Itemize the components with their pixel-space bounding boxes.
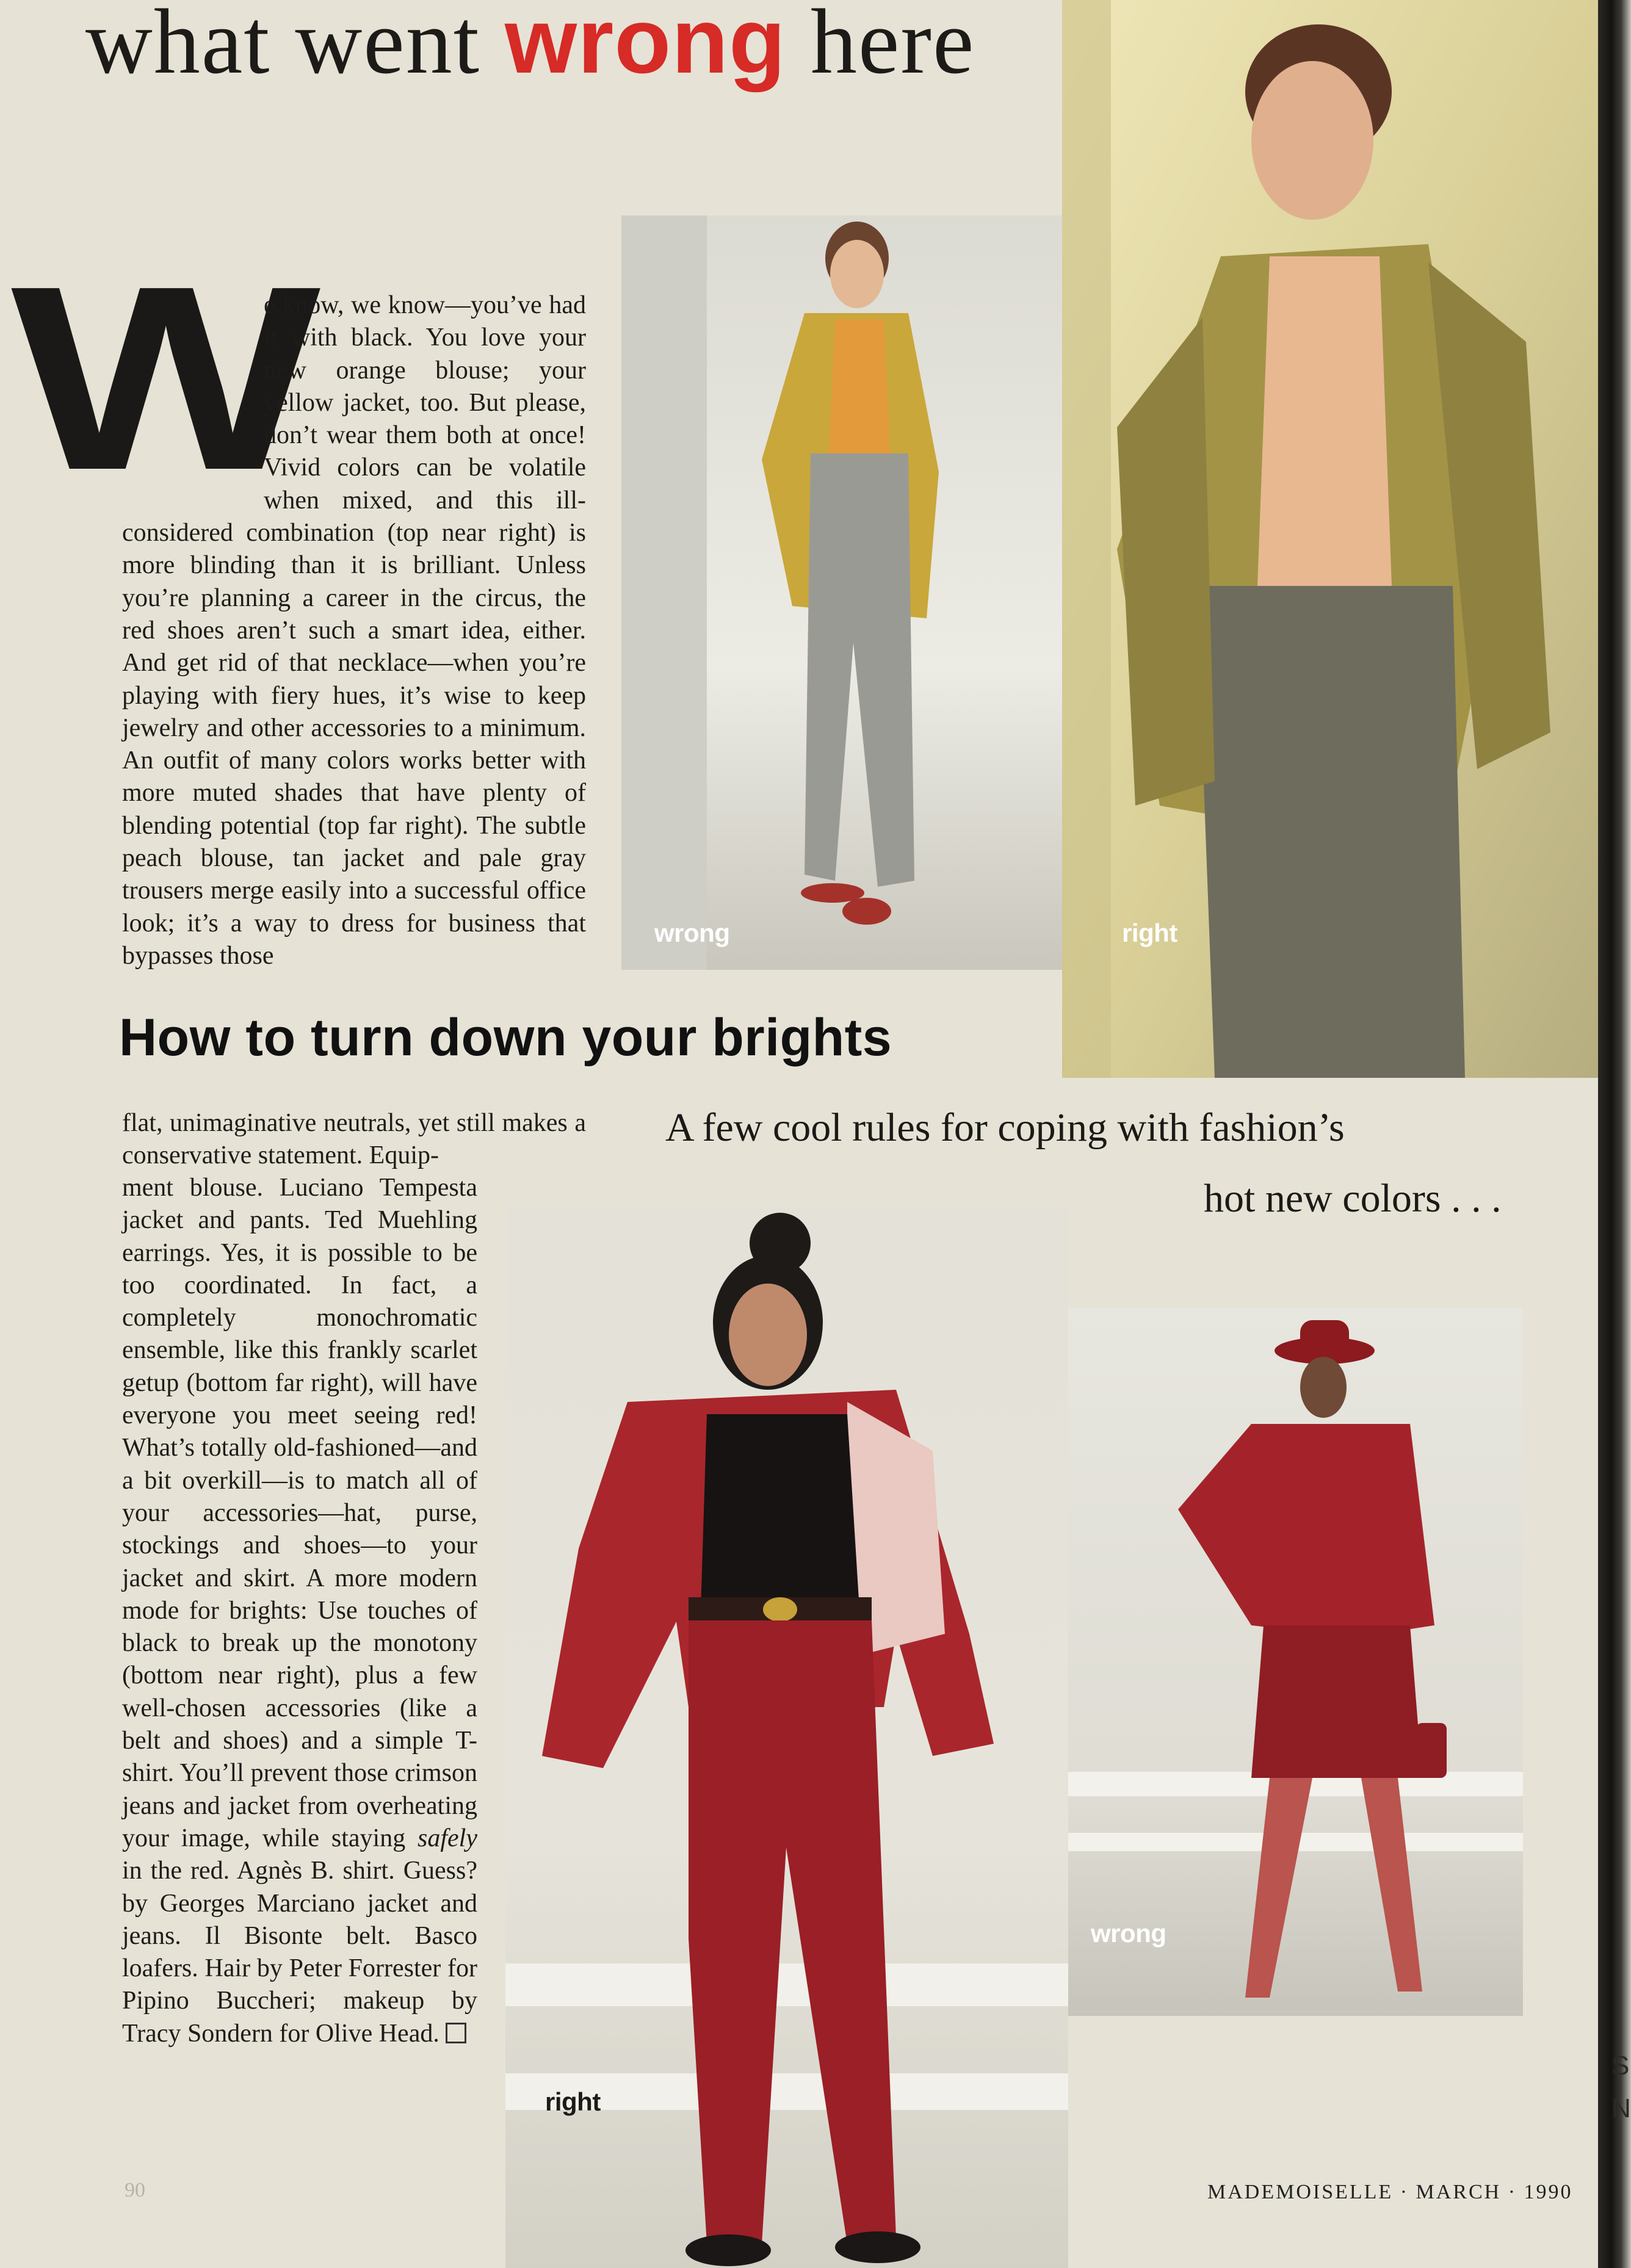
column2-text-a: ment blouse. Luciano Tempesta jacket and pants. Ted Muehling earrings. Yes, it is possible to be too coordinated. In fact, a completely monochromatic ensemble, like this frankly scarlet getup (bottom far right), will have everyone you meet seeing red! What’s totally old-fashioned—and a bit overkill—is to match all of your accessories—hat, purse, stockings and shoes—to your jacket and skirt. A more modern mode for brights: Use touches of black to break up the monotony (bottom near right), plus a few well-chosen accessories (like a belt and shoes) and a simple T-shirt. You’ll prevent those crimson jeans and jacket from overheating your image, while staying [122, 1174, 477, 1852]
caption-wrong-bottom: wrong [1091, 1919, 1166, 1948]
magazine-spine [1598, 0, 1631, 2268]
drop-cap-space [122, 289, 264, 488]
dek-line-1: A few cool rules for coping with fashion’s [665, 1105, 1345, 1150]
dek-line-2: hot new colors . . . [1204, 1176, 1502, 1221]
photo-right-outfit-tan-jacket [1062, 0, 1598, 1078]
caption-wrong-top: wrong [654, 919, 730, 947]
caption-right-top: right [1122, 919, 1177, 947]
magazine-footer: MADEMOISELLE · MARCH · 1990 [1207, 2181, 1573, 2203]
intro-paragraph-block [122, 289, 586, 972]
headline-part1: what went [85, 0, 505, 93]
headline [85, 0, 975, 93]
photo-wrong-outfit-monochrome-red [1068, 1308, 1523, 2016]
drop-cap: W [11, 232, 321, 525]
end-mark-icon [446, 2023, 466, 2043]
column2-italic-word: safely [418, 1824, 477, 1852]
intro-text: e know, we know—you’ve had it with black. You love your new orange blouse; your yellow jacket, too. But please, don’t wear them both at once! Vivid colors can be volatile when mixed, and this ill-considered combination (top near right) is more blinding than it is brilliant. Unless you’re planning a career in the circus, the red shoes aren’t such a smart idea, either. And get rid of that necklace—when you’re playing with fiery hues, it’s wise to keep jewelry and other accessories to a minimum. An outfit of many colors works better with more muted shades that have plenty of blending potential (top far right). The subtle peach blouse, tan jacket and pale gray trousers merge easily into a successful office look; it’s a way to dress for business that bypasses those [122, 291, 586, 970]
column2-opening: flat, unimaginative neutrals, yet still makes a conservative statement. Equip- [122, 1109, 586, 1170]
photo-wrong-outfit-yellow-jacket [621, 215, 1062, 970]
headline-accent: wrong [504, 0, 786, 93]
column2-body [122, 1172, 477, 2050]
page-number: 90 [125, 2179, 145, 2201]
article-subhead: How to turn down your brights [119, 1008, 892, 1067]
caption-right-bottom: right [545, 2087, 601, 2116]
headline-part2: here [786, 0, 975, 93]
spine-fragment-text: S N [1611, 2051, 1631, 2123]
column2-text-b: in the red. Agnès B. shirt. Guess? by Georges Marciano jacket and jeans. Il Bisonte belt. Basco loafers. Hair by Peter Forrester for Pipino Buccheri; makeup by Tracy Sondern for Olive Head. [122, 1857, 477, 2048]
